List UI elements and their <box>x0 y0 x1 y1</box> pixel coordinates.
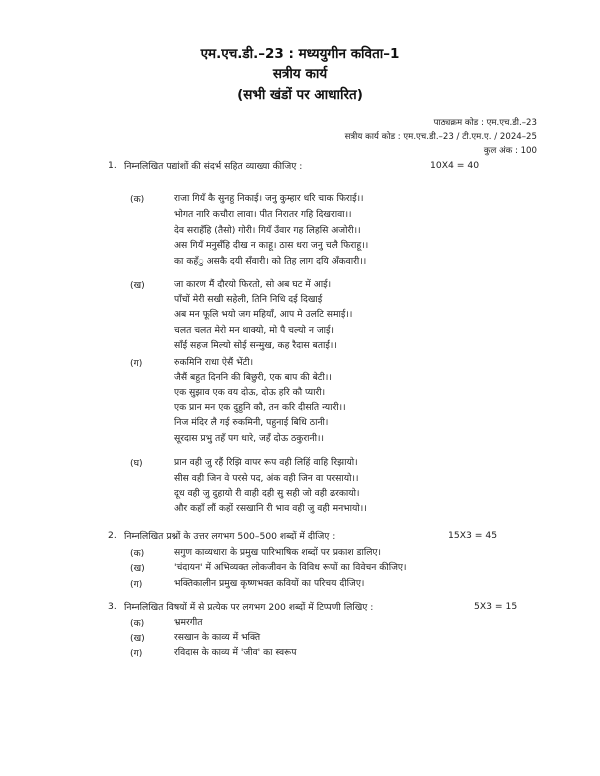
question-1-marks: 10X4 = 40 <box>430 160 480 171</box>
q2-item-kha-text: 'चंदायन' में अभिव्यक्त लोकजीवन के विविध रूपों का विवेचन कीजिए। <box>174 562 407 573</box>
q2-item-ka-label: (क) <box>130 548 145 559</box>
q1-kha-line-3: अब मन फूलि भयो जग महियाँ, आप मे उलटि समाई।। <box>174 309 353 320</box>
q3-item-kha-text: रसखान के काव्य में भक्ति <box>174 632 261 643</box>
course-code: पाठ्यक्रम कोड : एम.एच.डी.–23 <box>433 118 537 128</box>
q2-item-kha-label: (ख) <box>130 563 145 574</box>
q3-item-ka-label: (क) <box>130 618 145 629</box>
q1-gha-line-3: दूध वही जु दुहायो री वाही दही सु सही जो वही ढरकायो। <box>174 488 360 499</box>
q3-item-ka-text: भ्रमरगीत <box>174 617 203 628</box>
q1-section-ga-label: (ग) <box>130 358 143 369</box>
q3-item-ga-text: रविदास के काव्य में 'जीव' का स्वरूप <box>174 647 297 658</box>
assignment-code: सत्रीय कार्य कोड : एम.एच.डी.–23 / टी.एम.ए. / 2024–25 <box>344 132 537 142</box>
q1-ga-line-5: निज मंदिर लै गई रुकमिनी, पहुनाई बिधि ठानी। <box>174 417 329 428</box>
document-title: एम.एच.डी.–23 : मध्ययुगीन कविता–1 <box>200 46 400 62</box>
document-scope: (सभी खंडों पर आधारित) <box>237 87 363 103</box>
q1-ga-line-2: जैसैं बहुत दिननि की बिछुरी, एक बाप की बेटी।। <box>174 372 332 383</box>
q1-kha-line-4: चलत चलत मेरो मन थाक्यो, मो पै चल्यो न जाई। <box>174 325 335 336</box>
question-2-text: निम्नलिखित प्रश्नों के उत्तर लगभग 500–500 शब्दों में दीजिए : <box>124 531 336 542</box>
q2-item-ga-label: (ग) <box>130 579 143 590</box>
total-marks: कुल अंक : 100 <box>483 146 537 156</box>
q1-ga-line-3: एक सुझाव एक वय दोऊ, दोऊ हरि कौ प्यारी। <box>174 387 326 398</box>
q1-ka-line-2: भोगत नारि कचौरा लावा। पीत निरातर गहि दिखरावा।। <box>174 209 352 220</box>
q1-kha-line-1: जा कारण मैं दौरयो फिरतो, सो अब घट में आई। <box>174 279 332 290</box>
q1-ka-line-3: देव सराहँहि (तैसो) गोरी। गियँ उँवार गह लिहसि अजोरी।। <box>174 225 361 236</box>
q1-gha-line-2: सीस वही जिन वे परसे पद, अंक वही जिन वा परसायो।। <box>174 473 359 484</box>
q1-section-gha-label: (घ) <box>130 458 143 469</box>
q1-section-ka-label: (क) <box>130 194 145 205</box>
question-1-number: 1. <box>108 160 117 171</box>
q2-item-ka-text: सगुण काव्यधारा के प्रमुख पारिभाषिक शब्दों पर प्रकाश डालिए। <box>174 547 381 558</box>
q1-ga-line-6: सूरदास प्रभु तहँ पग धारे, जहँ दोऊ ठकुरानी।। <box>174 433 324 444</box>
question-2-marks: 15X3 = 45 <box>448 530 498 541</box>
q1-ka-line-1: राजा गियँ कै सुनहु निकाई। जनु कुम्हार धरि चाक फिराई।। <box>174 193 364 204</box>
q1-ga-line-4: एक प्रान मन एक दुहुनि कौ, तन करि दीसति न्यारी।। <box>174 402 346 413</box>
q2-item-ga-text: भक्तिकालीन प्रमुख कृष्णभक्त कवियों का परिचय दीजिए। <box>174 578 365 589</box>
question-2-number: 2. <box>108 530 117 541</box>
q1-ka-line-5: का कहँु असकै दयी सँवारी। को तिह लाग दयि अँकवारी।। <box>174 256 367 267</box>
q1-ka-line-4: अस गियँ मनुसँहि दीख न काहू। ठास धरा जनु चलै फिराहू।। <box>174 240 369 251</box>
document-subtitle: सत्रीय कार्य <box>272 66 328 82</box>
question-3-text: निम्नलिखित विषयों में से प्रत्येक पर लगभग 200 शब्दों में टिप्पणी लिखिए : <box>124 602 374 613</box>
q3-item-kha-label: (ख) <box>130 633 145 644</box>
q1-kha-line-5: साँई सहज मिल्यो सोई सन्मुख, कह रैदास बताई।। <box>174 340 337 351</box>
q1-kha-line-2: पाँचों मेरी सखी सहेली, तिनि निधि दई दिखाई <box>174 294 323 305</box>
question-3-marks: 5X3 = 15 <box>474 601 518 612</box>
question-3-number: 3. <box>108 601 117 612</box>
question-1-text: निम्नलिखित पद्यांशों की संदर्भ सहित व्याख्या कीजिए : <box>124 161 303 172</box>
q1-gha-line-4: और कहाँ लौं कहों रसखानि री भाव वही जु वही मनभायो।। <box>174 503 367 514</box>
q3-item-ga-label: (ग) <box>130 648 143 659</box>
q1-gha-line-1: प्रान वही जु रहैं रिझि वापर रूप वही लिहिं वाहि रिझायो। <box>174 457 358 468</box>
q1-ga-line-1: रुकमिनि राधा ऐसैं भेंटी। <box>174 357 254 368</box>
q1-section-kha-label: (ख) <box>130 280 145 291</box>
